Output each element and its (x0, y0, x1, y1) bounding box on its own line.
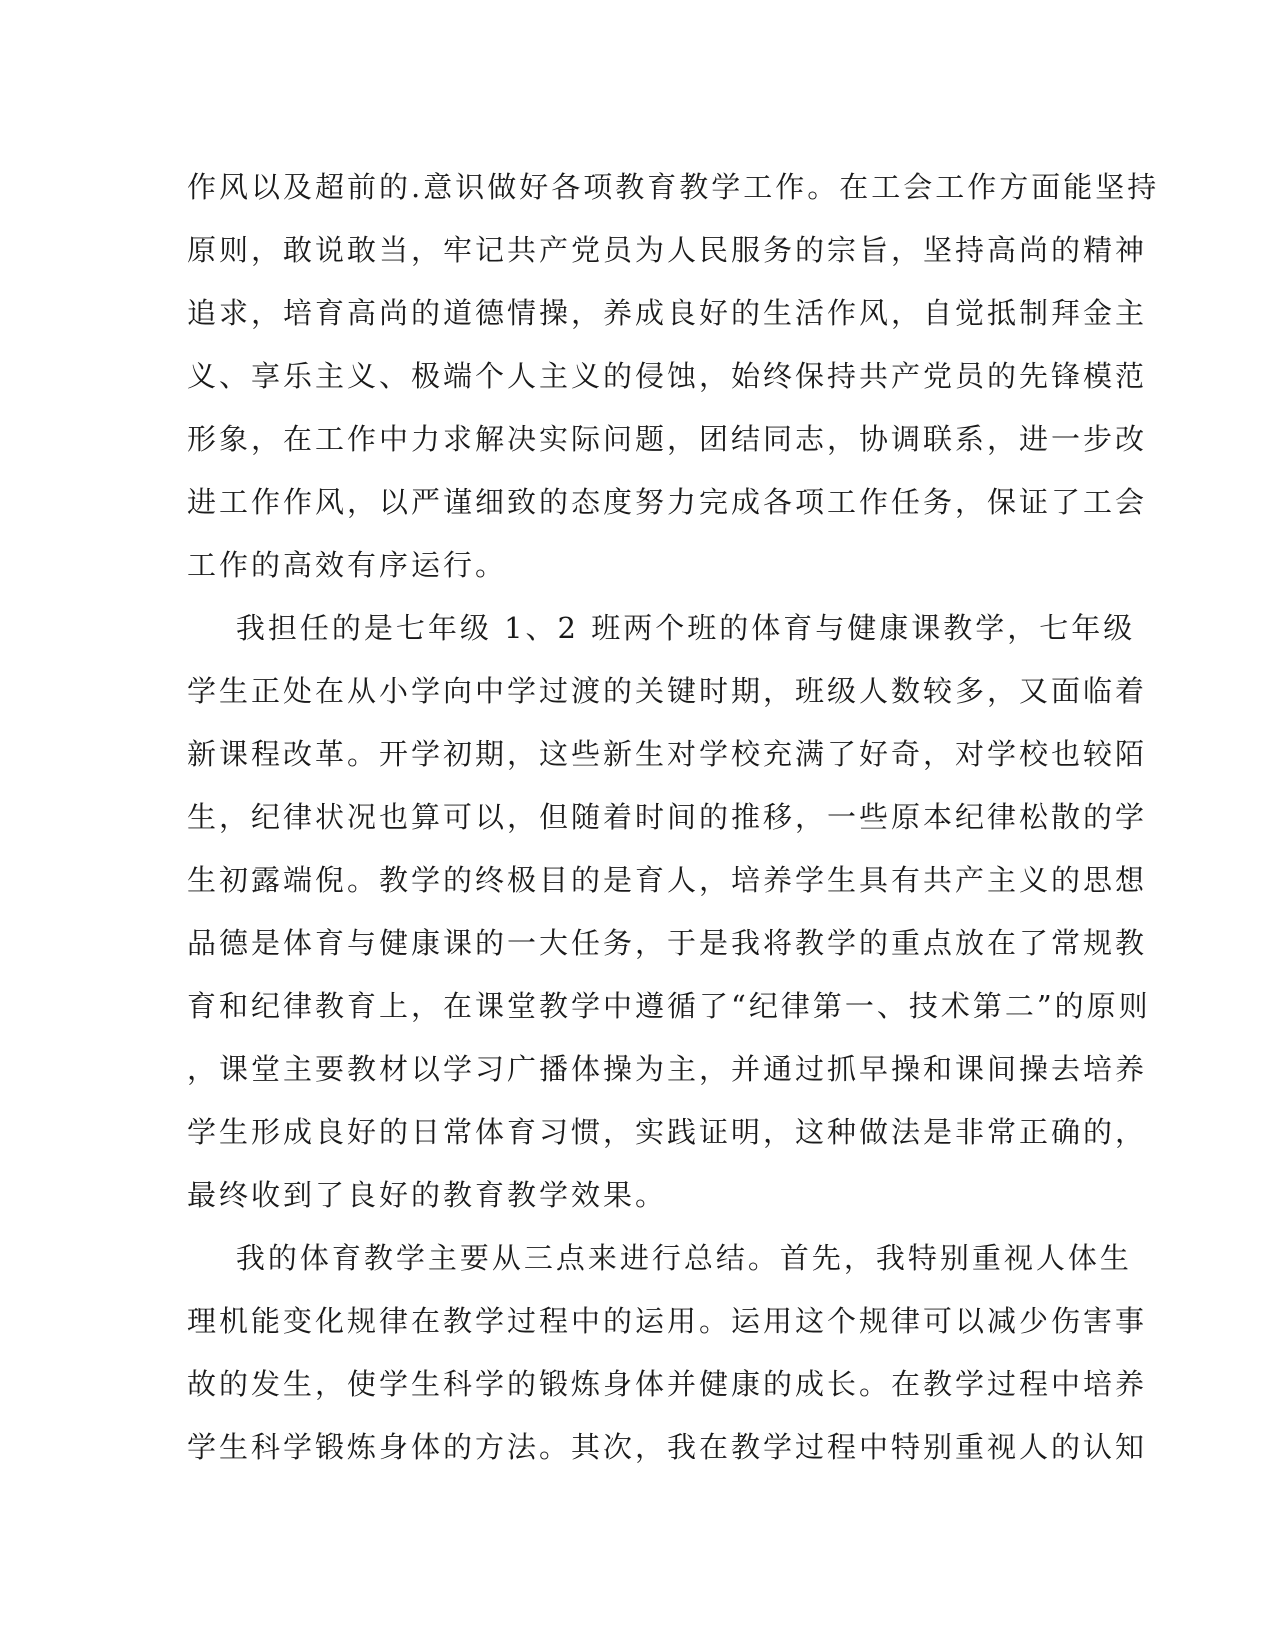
text-line: 义、享乐主义、极端个人主义的侵蚀，始终保持共产党员的先锋模范 (187, 359, 1148, 393)
text-line: 生，纪律状况也算可以，但随着时间的推移，一些原本纪律松散的学 (187, 800, 1148, 834)
text-line: 生初露端倪。教学的终极目的是育人，培养学生具有共产主义的思想 (187, 863, 1148, 897)
body-text (187, 156, 1160, 1479)
text-line: 理机能变化规律在教学过程中的运用。运用这个规律可以减少伤害事 (187, 1304, 1148, 1338)
text-line: 追求，培育高尚的道德情操，养成良好的生活作风，自觉抵制拜金主 (187, 296, 1148, 330)
text-line: 品德是体育与健康课的一大任务，于是我将教学的重点放在了常规教 (187, 926, 1148, 960)
text-line: 形象，在工作中力求解决实际问题，团结同志，协调联系，进一步改 (187, 422, 1148, 456)
text-line: 故的发生，使学生科学的锻炼身体并健康的成长。在教学过程中培养 (187, 1367, 1148, 1401)
text-line: 新课程改革。开学初期，这些新生对学校充满了好奇，对学校也较陌 (187, 737, 1148, 771)
text-line: 学生正处在从小学向中学过渡的关键时期，班级人数较多，又面临着 (187, 674, 1148, 708)
text-line: 工作的高效有序运行。 (187, 548, 508, 582)
text-line: 育和纪律教育上，在课堂教学中遵循了“纪律第一、技术第二”的原则 (187, 989, 1151, 1023)
text-line: 作风以及超前的.意识做好各项教育教学工作。在工会工作方面能坚持 (187, 170, 1160, 204)
text-line: 进工作作风，以严谨细致的态度努力完成各项工作任务，保证了工会 (187, 485, 1148, 519)
text-line: 学生科学锻炼身体的方法。其次，我在教学过程中特别重视人的认知 (187, 1430, 1148, 1464)
text-line: 我的体育教学主要从三点来进行总结。首先，我特别重视人体生 (187, 1241, 1132, 1275)
text-line: 学生形成良好的日常体育习惯，实践证明，这种做法是非常正确的， (187, 1115, 1148, 1149)
text-line: ，课堂主要教材以学习广播体操为主，并通过抓早操和课间操去培养 (187, 1052, 1148, 1086)
text-line: 最终收到了良好的教育教学效果。 (187, 1178, 668, 1212)
text-line: 我担任的是七年级 1、2 班两个班的体育与健康课教学，七年级 (187, 611, 1136, 645)
text-line: 原则，敢说敢当，牢记共产党员为人民服务的宗旨，坚持高尚的精神 (187, 233, 1148, 267)
